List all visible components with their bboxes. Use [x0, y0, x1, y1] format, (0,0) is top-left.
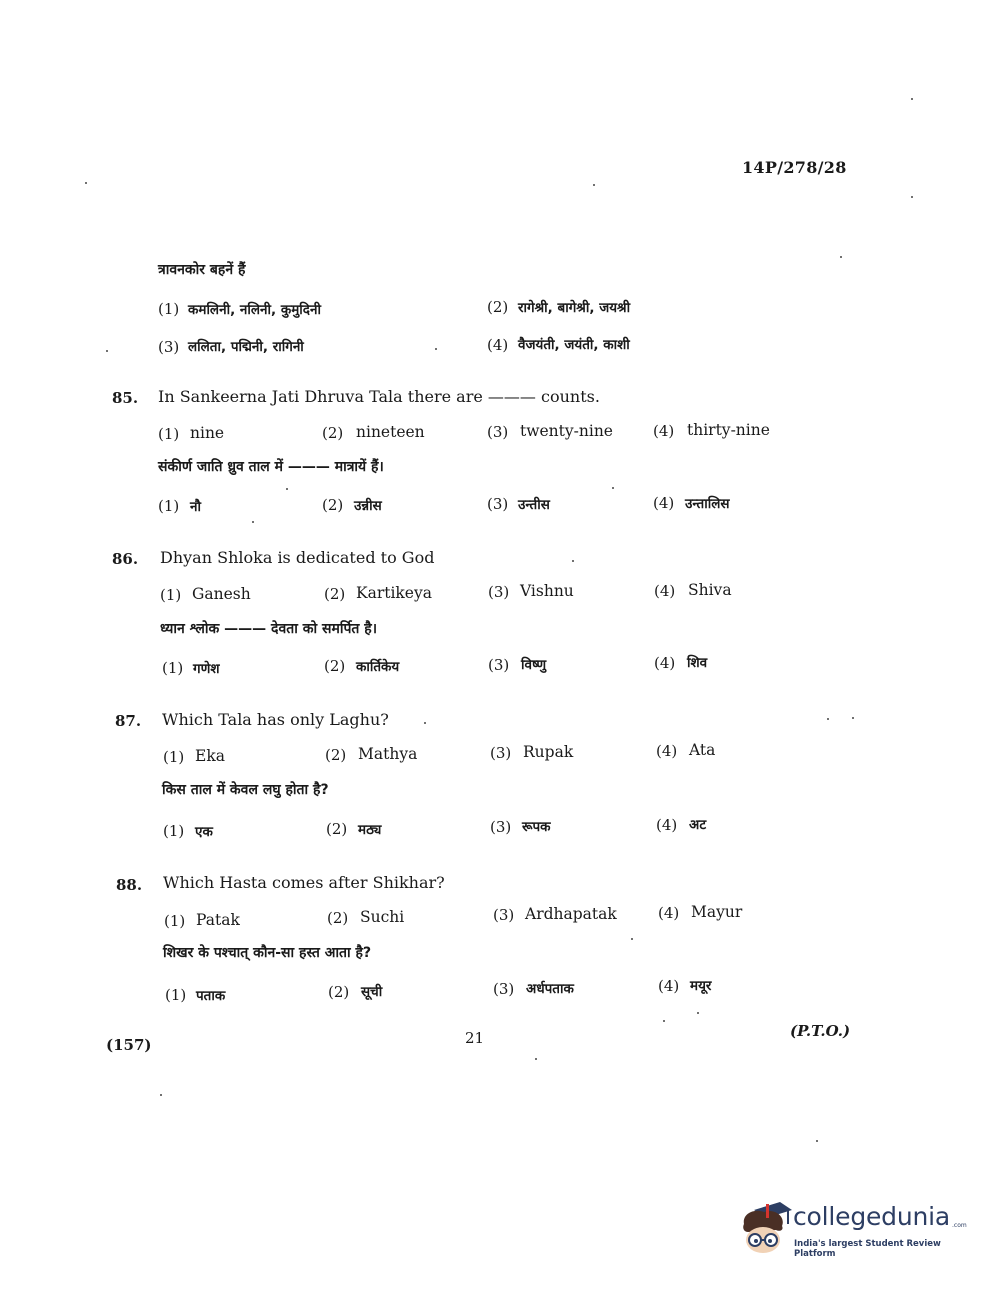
preamble-option-1: कमलिनी, नलिनी, कुमुदिनी: [188, 302, 321, 318]
collegedunia-logo-icon: [736, 1196, 796, 1258]
option-english: Ardhapatak: [525, 905, 617, 923]
option-hindi: उन्तीस: [518, 497, 550, 513]
option-number: (2): [326, 820, 348, 838]
preamble-option-3: ललिता, पद्मिनी, रागिनी: [188, 339, 304, 355]
option-number: (3): [490, 818, 512, 836]
paper-code: 14P/278/28: [742, 158, 847, 177]
option-hindi: शिव: [687, 655, 708, 671]
question-number: 88.: [116, 876, 143, 894]
option-number: (2): [322, 496, 344, 514]
option-number: (2): [322, 424, 344, 442]
option-number: (3): [490, 744, 512, 762]
option-english: Suchi: [360, 908, 405, 926]
option-hindi: कार्तिकेय: [356, 659, 400, 675]
option-number: (2): [328, 983, 350, 1001]
option-hindi: मठ्य: [358, 822, 382, 838]
option-hindi: सूची: [361, 984, 383, 1000]
option-number: (2): [324, 585, 346, 603]
option-english: Patak: [196, 911, 240, 929]
pto-note: (P.T.O.): [790, 1022, 851, 1040]
option-number: (4): [654, 654, 676, 672]
preamble-option-2: रागेश्री, बागेश्री, जयश्री: [518, 300, 631, 316]
option-hindi: एक: [195, 824, 213, 840]
footer-booklet-number: (157): [106, 1036, 152, 1054]
option-number: (3): [488, 656, 510, 674]
option-number: (4): [658, 977, 680, 995]
question-text-english: Dhyan Shloka is dedicated to God: [160, 548, 435, 567]
question-text-english: In Sankeerna Jati Dhruva Tala there are ——— counts.: [158, 387, 600, 406]
option-english: Ata: [689, 741, 716, 759]
option-number: (2): [324, 657, 346, 675]
option-english: Mayur: [691, 903, 743, 921]
option-hindi: पताक: [196, 988, 226, 1004]
option-english: twenty-nine: [520, 422, 613, 440]
option-hindi: गणेश: [193, 661, 220, 677]
option-english: Shiva: [688, 581, 732, 599]
question-text-hindi: संकीर्ण जाति ध्रुव ताल में ——— मात्रायें हैं।: [158, 459, 384, 475]
option-number: (4): [653, 422, 675, 440]
option-number: (4): [653, 494, 675, 512]
option-english: nineteen: [356, 423, 425, 441]
option-number: (2): [327, 909, 349, 927]
question-number: 85.: [112, 389, 139, 407]
option-number: (2): [487, 298, 509, 316]
option-number: (1): [164, 912, 186, 930]
option-english: nine: [190, 424, 225, 442]
brand-tld: .com: [952, 1222, 967, 1229]
option-number: (1): [163, 748, 185, 766]
option-number: (3): [487, 495, 509, 513]
option-hindi: उन्नीस: [354, 498, 382, 514]
option-number: (4): [656, 742, 678, 760]
option-number: (1): [158, 300, 180, 318]
question-text-english: Which Tala has only Laghu?: [162, 710, 389, 729]
option-english: Mathya: [358, 745, 418, 763]
option-english: Kartikeya: [356, 584, 432, 602]
brand-tagline: India's largest Student Review Platform: [794, 1239, 941, 1259]
option-number: (1): [160, 586, 182, 604]
option-number: (1): [163, 822, 185, 840]
option-number: (4): [658, 904, 680, 922]
option-english: Rupak: [523, 743, 574, 761]
option-number: (2): [325, 746, 347, 764]
question-text-english: Which Hasta comes after Shikhar?: [163, 873, 445, 892]
option-number: (1): [158, 425, 180, 443]
option-number: (4): [656, 816, 678, 834]
option-number: (4): [654, 582, 676, 600]
collegedunia-watermark: [736, 1196, 966, 1266]
option-english: Eka: [195, 747, 225, 765]
page-number: 21: [465, 1029, 485, 1047]
option-number: (3): [488, 583, 510, 601]
option-hindi: उन्तालिस: [685, 496, 730, 512]
option-english: Ganesh: [192, 585, 251, 603]
option-number: (1): [158, 497, 180, 515]
option-number: (3): [158, 338, 180, 356]
preamble-question-hindi: त्रावनकोर बहनें हैं: [158, 262, 246, 278]
option-hindi: अट: [689, 817, 707, 833]
option-number: (4): [487, 336, 509, 354]
option-hindi: अर्धपताक: [526, 981, 574, 997]
option-number: (3): [493, 906, 515, 924]
option-hindi: विष्णु: [521, 657, 547, 673]
option-hindi: रूपक: [522, 819, 551, 835]
option-number: (3): [493, 980, 515, 998]
option-hindi: नौ: [190, 499, 201, 515]
preamble-option-4: वैजयंती, जयंती, काशी: [518, 337, 630, 353]
option-hindi: मयूर: [690, 978, 712, 994]
question-text-hindi: ध्यान श्लोक ——— देवता को समर्पित है।: [160, 621, 377, 637]
option-english: thirty-nine: [687, 421, 770, 439]
option-number: (1): [165, 986, 187, 1004]
brand-name: collegedunia: [793, 1202, 950, 1231]
question-text-hindi: किस ताल में केवल लघु होता है?: [162, 782, 329, 798]
question-number: 87.: [115, 712, 142, 730]
option-english: Vishnu: [520, 582, 574, 600]
option-number: (1): [162, 659, 184, 677]
question-text-hindi: शिखर के पश्चात् कौन-सा हस्त आता है?: [163, 945, 372, 961]
option-number: (3): [487, 423, 509, 441]
question-number: 86.: [112, 550, 139, 568]
